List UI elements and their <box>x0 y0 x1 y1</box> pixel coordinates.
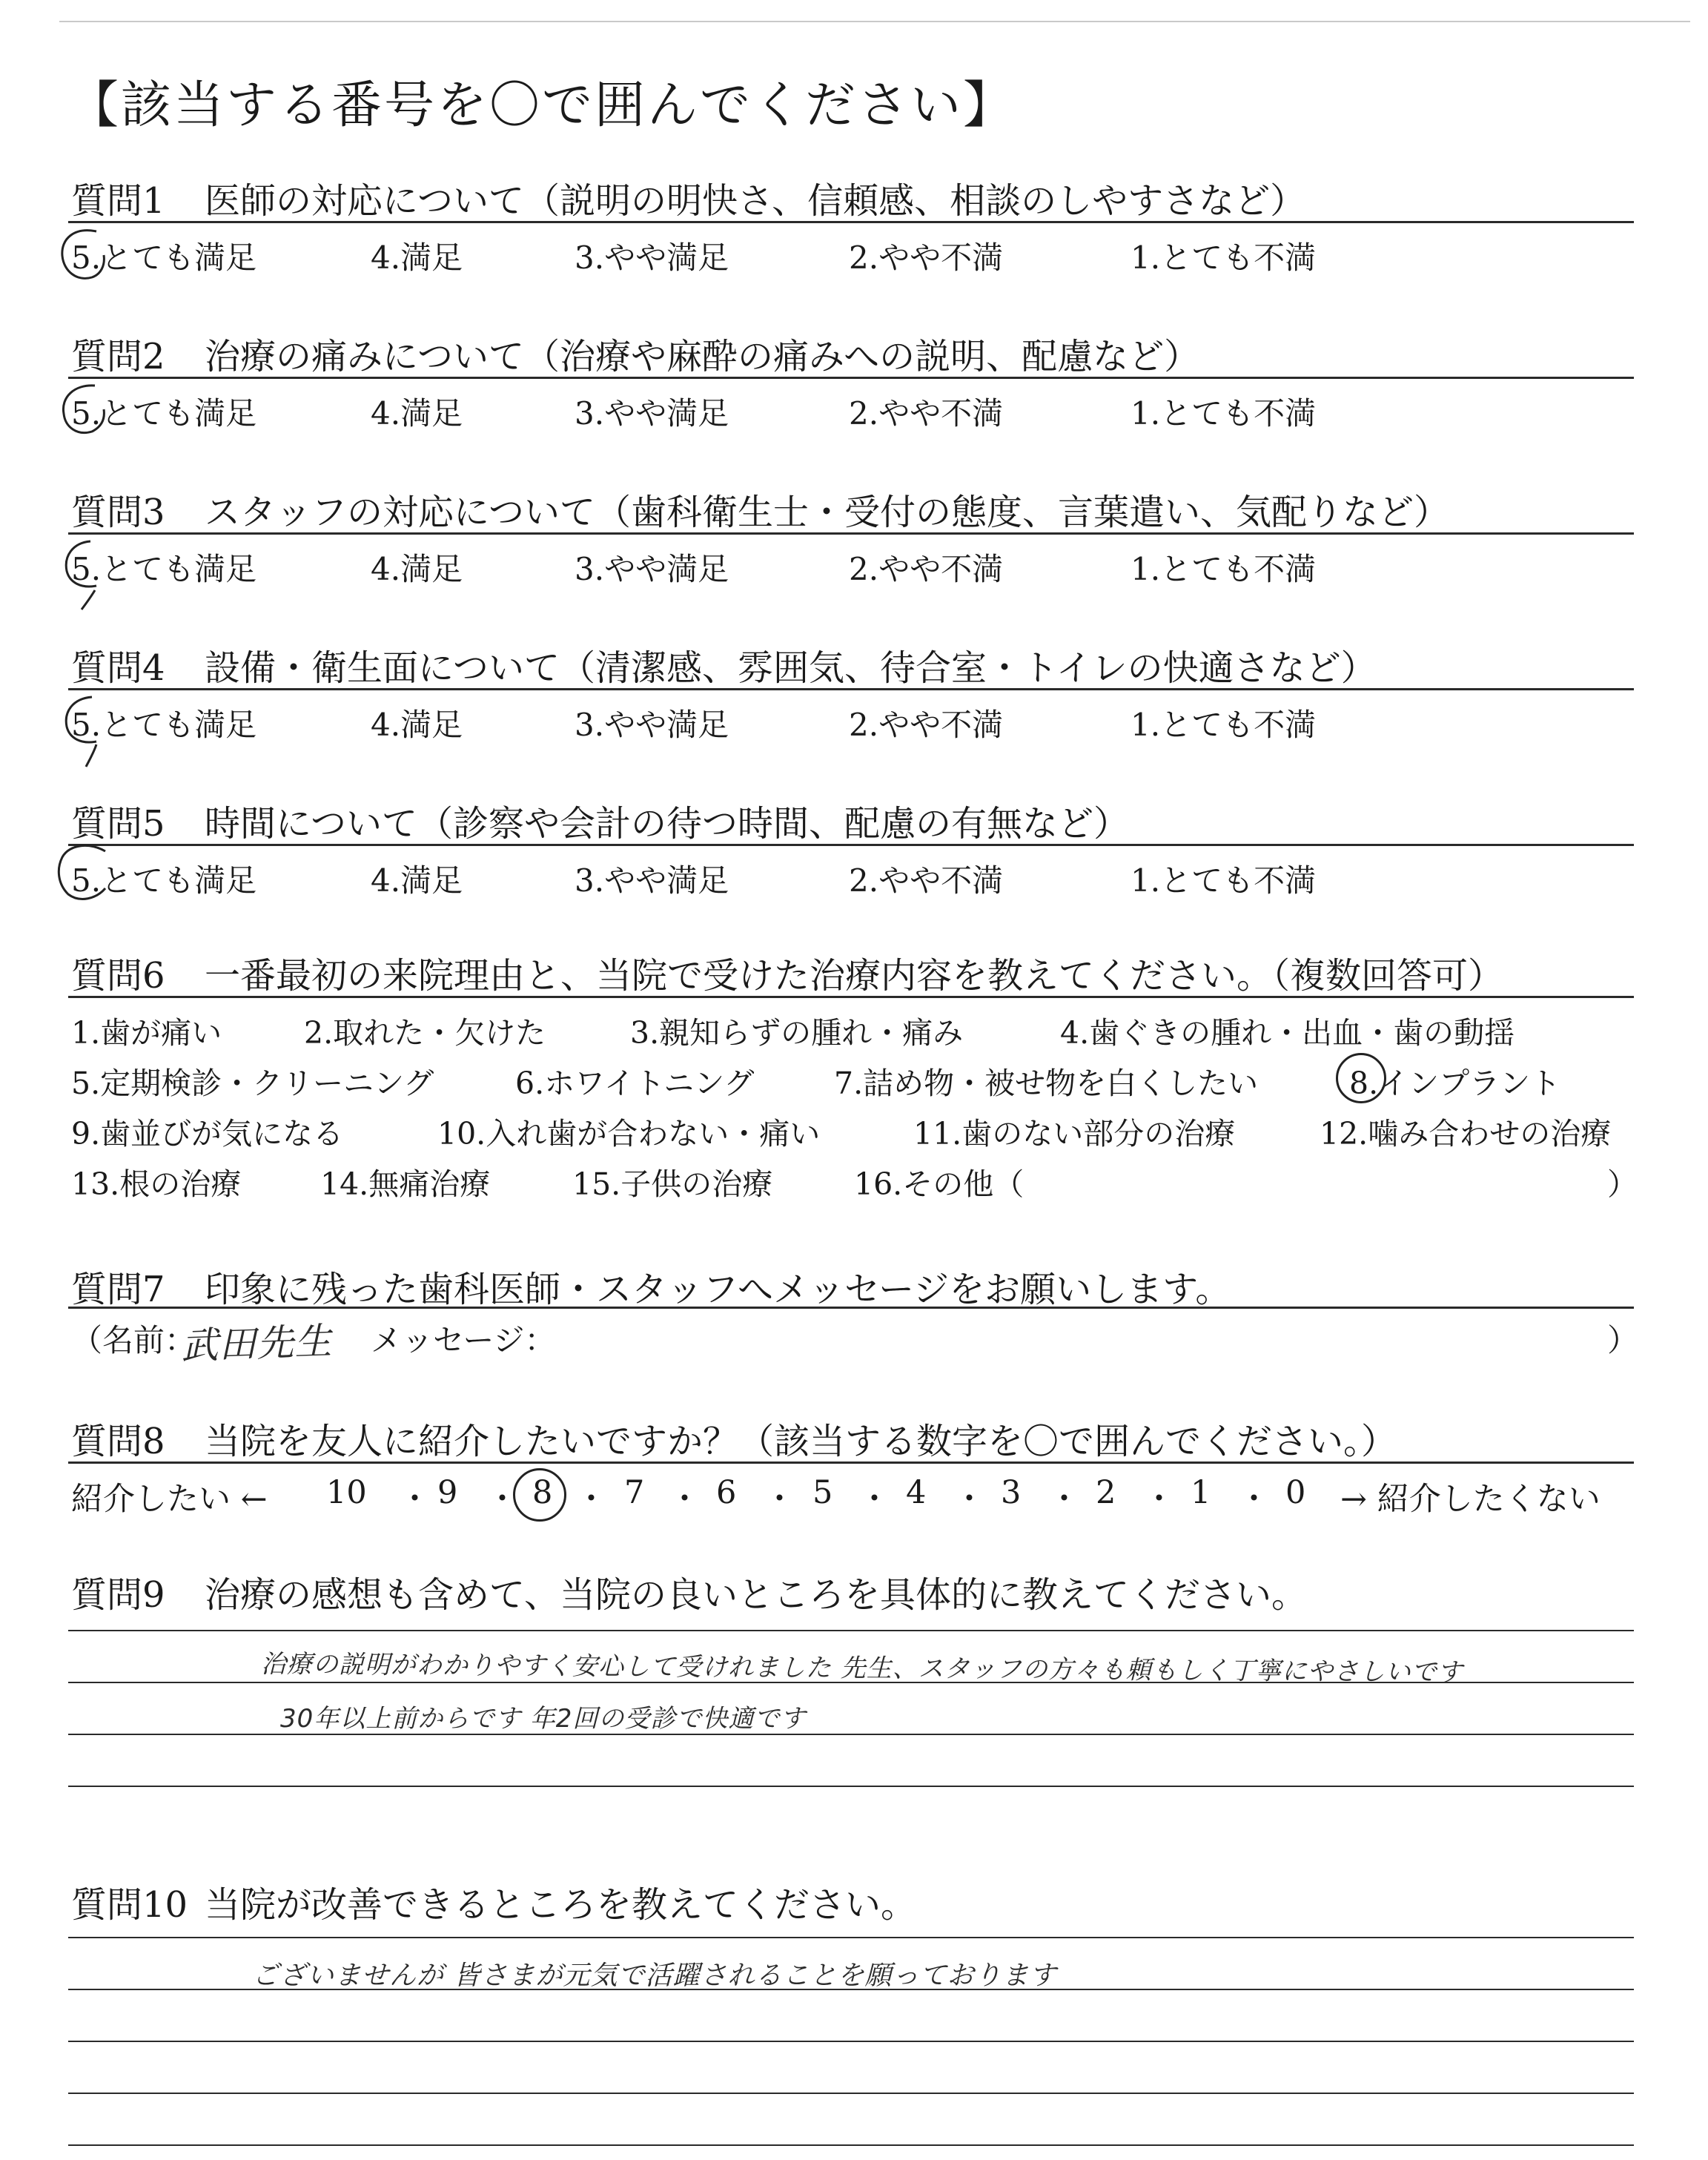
q3-option-1[interactable]: 1.とても不満 <box>1131 551 1317 587</box>
q6-option-13[interactable]: 13.根の治療 <box>71 1166 242 1202</box>
q6-option-9[interactable]: 9.歯並びが気になる <box>71 1116 344 1152</box>
q8-score-8[interactable]: 8 <box>532 1474 553 1511</box>
q6-option-5[interactable]: 5.定期検診・クリーニング <box>71 1066 434 1101</box>
question-6-rule <box>68 996 1634 998</box>
q8-score-6[interactable]: 6 <box>716 1474 737 1511</box>
q9-answer-line <box>68 1786 1634 1787</box>
q10-answer-line-1[interactable]: ございませんが 皆さまが元気で活躍されることを願っております <box>252 1961 1057 1991</box>
q6-option-7[interactable]: 7.詰め物・被せ物を白くしたい <box>834 1066 1259 1101</box>
q8-score-7[interactable]: 7 <box>624 1474 645 1511</box>
question-3-number: 質問3 <box>71 492 165 533</box>
q9-answer-line-2[interactable]: 30年以上前からです 年2回の受診で快適です <box>280 1704 807 1734</box>
q3-option-5[interactable]: 5.とても満足 <box>71 551 257 587</box>
q6-option-6[interactable]: 6.ホワイトニング <box>515 1066 755 1101</box>
q7-name-value[interactable]: 武田先生 <box>180 1319 334 1368</box>
question-10-text: 当院が改善できるところを教えてください。 <box>205 1884 917 1926</box>
question-6-header <box>71 947 1503 998</box>
q2-option-4[interactable]: 4.満足 <box>371 395 463 432</box>
q2-option-5[interactable]: 5.とても満足 <box>71 395 257 432</box>
q1-option-5[interactable]: 5.とても満足 <box>71 240 257 276</box>
question-8-rule <box>68 1462 1634 1464</box>
q8-separator: ・ <box>858 1481 890 1518</box>
question-10-number: 質問10 <box>71 1884 188 1926</box>
q8-separator: ・ <box>953 1481 985 1518</box>
q4-option-3[interactable]: 3.やや満足 <box>575 707 729 743</box>
q5-option-5[interactable]: 5.とても満足 <box>71 862 257 899</box>
question-5-number: 質問5 <box>71 803 165 845</box>
q2-selection-circle <box>52 378 119 445</box>
q1-option-1[interactable]: 1.とても不満 <box>1131 240 1317 276</box>
q8-separator: ・ <box>486 1481 518 1518</box>
question-5-header <box>71 795 1129 846</box>
q6-option-15[interactable]: 15.子供の治療 <box>572 1166 773 1202</box>
q5-option-1[interactable]: 1.とても不満 <box>1131 862 1317 899</box>
question-7-rule <box>68 1307 1634 1309</box>
question-4-number: 質問4 <box>71 647 165 689</box>
question-6-text: 一番最初の来院理由と、当院で受けた治療内容を教えてください。（複数回答可） <box>205 955 1504 997</box>
q7-close-paren: ） <box>1607 1322 1639 1358</box>
q5-option-3[interactable]: 3.やや満足 <box>575 862 729 899</box>
q4-option-1[interactable]: 1.とても不満 <box>1131 707 1317 743</box>
q6-option-14[interactable]: 14.無痛治療 <box>320 1166 491 1202</box>
q2-option-1[interactable]: 1.とても不満 <box>1131 395 1317 432</box>
q6-option-8[interactable]: 8.インプラント <box>1349 1066 1561 1101</box>
question-3-rule <box>68 532 1634 535</box>
question-7-header <box>71 1261 1231 1312</box>
q7-name-label: （名前： <box>71 1322 196 1358</box>
q10-answer-line <box>68 2144 1634 2146</box>
q8-separator: ・ <box>1048 1481 1080 1518</box>
q10-answer-line <box>68 1937 1634 1938</box>
question-2-rule <box>68 377 1634 379</box>
question-1-rule <box>68 221 1634 223</box>
q8-score-0[interactable]: 0 <box>1285 1474 1306 1511</box>
question-1-header <box>71 172 1305 223</box>
question-4-text: 設備・衛生面について（清潔感、雰囲気、待合室・トイレの快適さなど） <box>205 647 1377 689</box>
q3-option-3[interactable]: 3.やや満足 <box>575 551 729 587</box>
question-6-number: 質問6 <box>71 955 165 997</box>
q8-separator: ・ <box>399 1481 431 1518</box>
q4-selection-circle <box>52 690 119 771</box>
question-4-rule <box>68 688 1634 690</box>
q5-selection-circle <box>50 838 125 919</box>
q6-option-4[interactable]: 4.歯ぐきの腫れ・出血・歯の動揺 <box>1060 1015 1515 1051</box>
q8-separator: ・ <box>669 1481 701 1518</box>
page-title: 【該当する番号を〇で囲んでください】 <box>68 76 1016 135</box>
q8-separator: ・ <box>1238 1481 1270 1518</box>
q6-option-3[interactable]: 3.親知らずの腫れ・痛み <box>630 1015 964 1051</box>
question-8-number: 質問8 <box>71 1421 165 1462</box>
q8-separator: ・ <box>1143 1481 1175 1518</box>
q3-option-2[interactable]: 2.やや不満 <box>849 551 1004 587</box>
question-3-header <box>71 483 1449 535</box>
question-2-number: 質問2 <box>71 336 165 377</box>
q7-message-label: メッセージ： <box>371 1322 556 1358</box>
q6-option-12[interactable]: 12.噛み合わせの治療 <box>1320 1116 1612 1152</box>
question-8-text: 当院を友人に紹介したいですか？（該当する数字を〇で囲んでください。） <box>205 1421 1397 1462</box>
q4-option-4[interactable]: 4.満足 <box>371 707 463 743</box>
question-7-number: 質問7 <box>71 1269 165 1310</box>
q1-option-3[interactable]: 3.やや満足 <box>575 240 729 276</box>
q4-option-2[interactable]: 2.やや不満 <box>849 707 1004 743</box>
q1-option-4[interactable]: 4.満足 <box>371 240 463 276</box>
q9-answer-line <box>68 1630 1634 1631</box>
question-4-header <box>71 639 1377 690</box>
q2-option-3[interactable]: 3.やや満足 <box>575 395 729 432</box>
question-1-number: 質問1 <box>71 180 165 222</box>
question-3-text: スタッフの対応について（歯科衛生士・受付の態度、言葉遣い、気配りなど） <box>205 492 1450 533</box>
question-9-header <box>71 1566 1307 1617</box>
q8-score-3[interactable]: 3 <box>1001 1474 1022 1511</box>
question-9-number: 質問9 <box>71 1574 165 1616</box>
q8-right-label: → 紹介したくない <box>1340 1481 1601 1518</box>
q10-answer-line <box>68 2041 1634 2042</box>
q5-option-2[interactable]: 2.やや不満 <box>849 862 1004 899</box>
q8-separator: ・ <box>575 1481 607 1518</box>
q3-option-4[interactable]: 4.満足 <box>371 551 463 587</box>
q3-selection-circle <box>52 534 119 615</box>
q6-option-10[interactable]: 10.入れ歯が合わない・痛い <box>437 1116 821 1152</box>
q6-option-16[interactable]: 16.その他（ <box>854 1166 1025 1202</box>
q1-selection-circle <box>52 222 119 289</box>
q1-option-2[interactable]: 2.やや不満 <box>849 240 1004 276</box>
q8-score-2[interactable]: 2 <box>1096 1474 1116 1511</box>
q10-answer-line <box>68 2093 1634 2094</box>
q6-option-11[interactable]: 11.歯のない部分の治療 <box>913 1116 1236 1152</box>
q8-separator: ・ <box>764 1481 795 1518</box>
q6-option-2[interactable]: 2.取れた・欠けた <box>304 1015 546 1051</box>
q9-answer-line-1[interactable]: 治療の説明がわかりやすく安心して受けれました 先生、スタッフの方々も頼もしく丁寧にやさしいです <box>260 1649 1463 1688</box>
question-9-text: 治療の感想も含めて、当院の良いところを具体的に教えてください。 <box>205 1574 1308 1616</box>
question-5-text: 時間について（診察や会計の待つ時間、配慮の有無など） <box>205 803 1130 845</box>
question-7-text: 印象に残った歯科医師・スタッフへメッセージをお願いします。 <box>205 1269 1231 1310</box>
question-8-header <box>71 1413 1397 1464</box>
q8-left-label: 紹介したい ← <box>71 1481 268 1518</box>
top-border-line <box>59 21 1690 22</box>
q6-option-1[interactable]: 1.歯が痛い <box>71 1015 222 1051</box>
question-2-header <box>71 328 1199 379</box>
question-1-text: 医師の対応について（説明の明快さ、信頼感、相談のしやすさなど） <box>205 180 1306 222</box>
q4-option-5[interactable]: 5.とても満足 <box>71 707 257 743</box>
question-5-rule <box>68 844 1634 846</box>
q8-score-1[interactable]: 1 <box>1191 1474 1211 1511</box>
q8-score-5[interactable]: 5 <box>812 1474 833 1511</box>
question-2-text: 治療の痛みについて（治療や麻酔の痛みへの説明、配慮など） <box>205 336 1200 377</box>
q8-score-9[interactable]: 9 <box>437 1474 458 1511</box>
question-10-header <box>71 1876 916 1927</box>
q8-score-4[interactable]: 4 <box>906 1474 927 1511</box>
q6-other-close-paren: ） <box>1607 1166 1638 1202</box>
q8-score-10[interactable]: 10 <box>326 1474 367 1511</box>
q5-option-4[interactable]: 4.満足 <box>371 862 463 899</box>
q2-option-2[interactable]: 2.やや不満 <box>849 395 1004 432</box>
